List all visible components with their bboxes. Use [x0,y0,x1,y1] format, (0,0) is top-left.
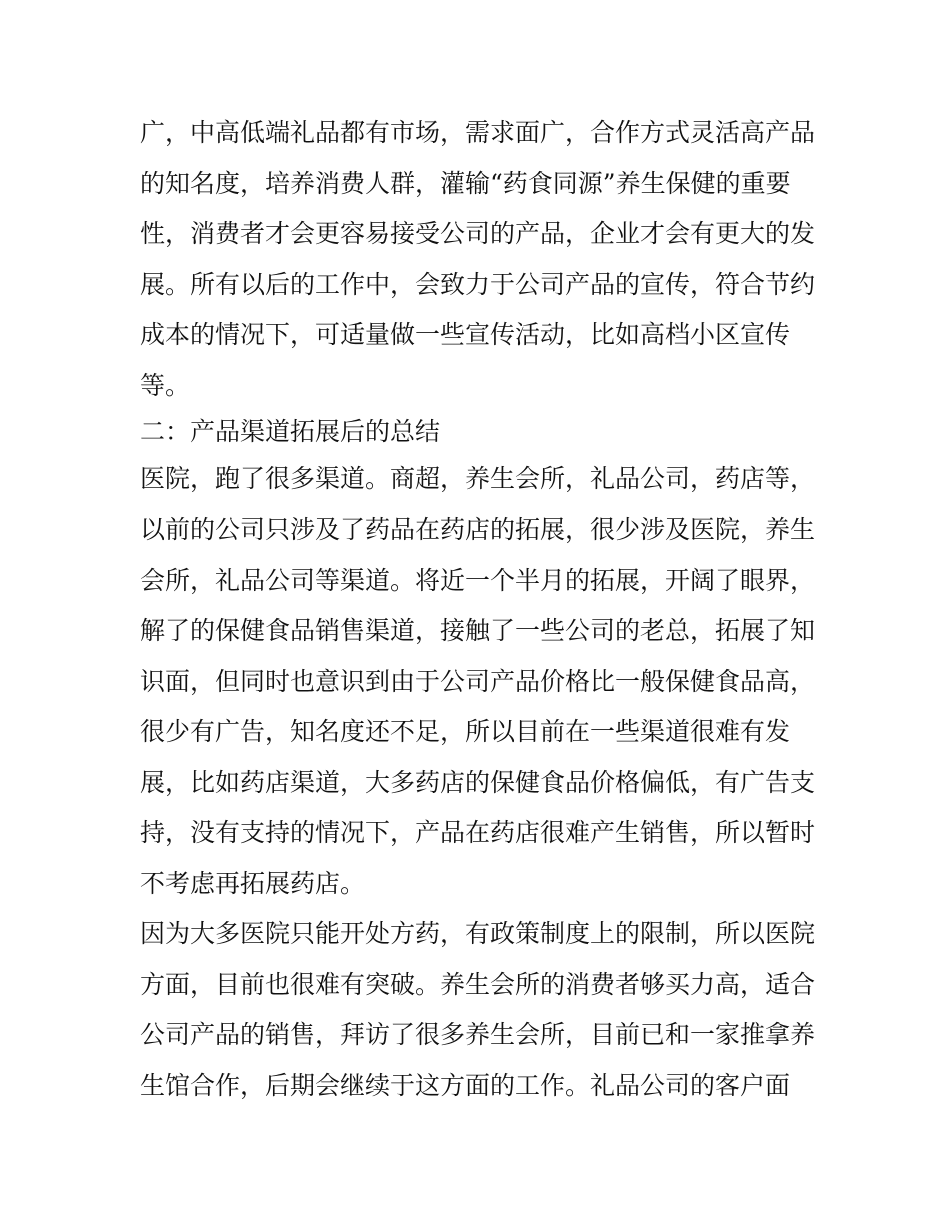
text-line: 成本的情况下，可适量做一些宣传活动，比如高档小区宣传 [140,320,791,349]
text-line: 不考虑再拓展药店。 [140,868,366,898]
text-line: 会所，礼品公司等渠道。将近一个半月的拓展，开阔了眼界， [140,565,816,595]
text-line: 持，没有支持的情况下，产品在药店很难产生销售，所以暂时 [140,818,816,847]
text-line: 方面，目前也很难有突破。养生会所的消费者够买力高，适合 [140,969,816,999]
text-line: 识面，但同时也意识到由于公司产品价格比一般保健食品高， [140,666,816,696]
text-line: 生馆合作，后期会继续于这方面的工作。礼品公司的客户面 [140,1070,791,1100]
text-line: 的知名度，培养消费人群，灌输“药食同源”养生保健的重要 [140,168,791,198]
text-line: 以前的公司只涉及了药品在药店的拓展，很少涉及医院，养生 [140,515,816,544]
document-body [140,108,820,1111]
text-line: 解了的保健食品销售渠道，接触了一些公司的老总，拓展了知 [140,616,816,645]
text-line: 等。 [140,370,191,400]
text-line: 广，中高低端礼品都有市场，需求面广，合作方式灵活高产品 [140,118,816,147]
text-line: 因为大多医院只能开处方药，有政策制度上的限制，所以医院 [140,919,816,948]
text-line: 展，比如药店渠道，大多药店的保健食品价格偏低，有广告支 [140,767,816,797]
section-heading: 二：产品渠道拓展后的总结 [140,417,441,446]
text-line: 医院，跑了很多渠道。商超，养生会所，礼品公司，药店等， [140,464,816,493]
text-line: 公司产品的销售，拜访了很多养生会所，目前已和一家推拿养 [140,1020,816,1049]
text-line: 很少有广告，知名度还不足，所以目前在一些渠道很难有发 [140,717,791,746]
text-line: 展。所有以后的工作中，会致力于公司产品的宣传，符合节约 [140,269,816,299]
text-line: 性，消费者才会更容易接受公司的产品，企业才会有更大的发 [140,219,816,248]
